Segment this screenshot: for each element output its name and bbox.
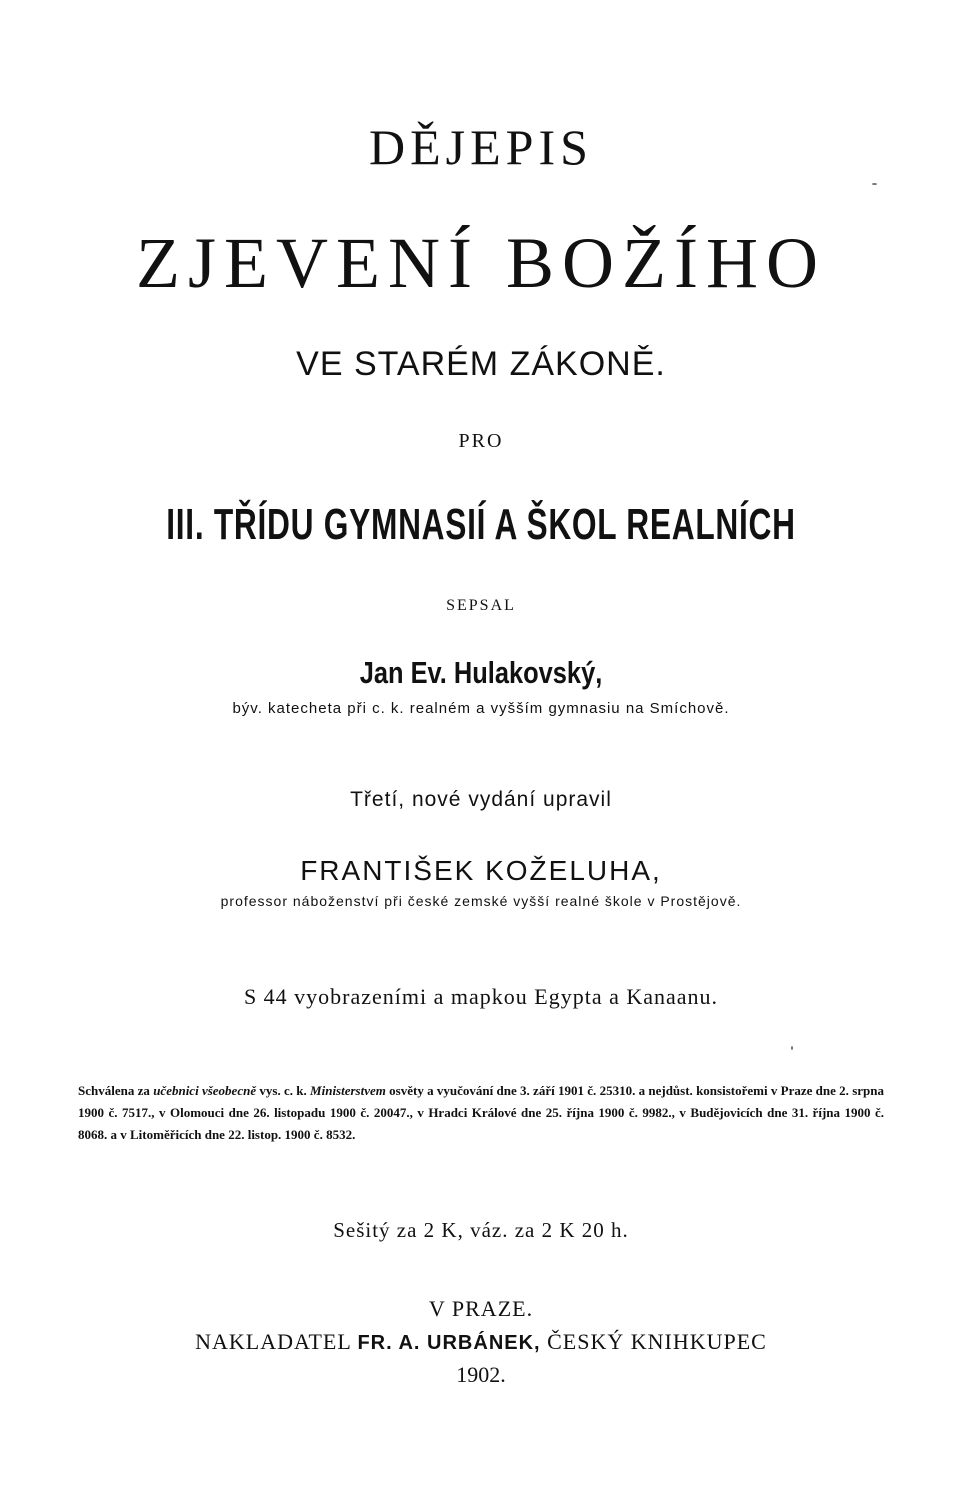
editor-description: professor náboženství při české zemské vyšší realné škole v Prostějově. — [220, 893, 742, 909]
approval-paragraph — [78, 1080, 884, 1146]
pro-label: PRO — [458, 430, 504, 452]
edition-line: Třetí, nové vydání upravil — [350, 788, 612, 811]
price-line: Sešitý za 2 K, váz. za 2 K 20 h. — [333, 1218, 629, 1242]
title-line-3: VE STARÉM ZÁKONĚ. — [296, 345, 666, 383]
author-description: býv. katecheta při c. k. realném a vyšším gymnasiu na Smíchově. — [232, 700, 730, 717]
author-name: Jan Ev. Hulakovský, — [359, 655, 603, 690]
imprint-publisher: FR. A. URBÁNEK, — [357, 1332, 541, 1354]
sepsal-label: SEPSAL — [446, 597, 516, 614]
approval-part-5: osvěty a vyučování dne 3. září 1901 č. 25310. a nejdůst. konsistořemi v Praze dne 2. srpna 1900 č. 7517., v Olomouci dne 26. listopadu 1900 č. 20047., v Hradci Králové dne 25. října 1900 č. 9982., v Budějovicích dne 31. října 1900 č. 8068. a v Litoměřicích dne 22. listop. 1900 č. 8532. — [78, 1083, 885, 1142]
approval-part-2: učebnici všeobecně — [153, 1083, 257, 1098]
illustrations-note: S 44 vyobrazeními a mapkou Egypta a Kanaanu. — [243, 984, 719, 1009]
class-line: III. TŘÍDU GYMNASIÍ A ŠKOL REALNÍCH — [166, 500, 796, 549]
imprint-nakladatel: NAKLADATEL — [195, 1329, 351, 1354]
print-speck — [872, 183, 877, 185]
editor-name: FRANTIŠEK KOŽELUHA, — [300, 855, 662, 886]
approval-part-4: Ministerstvem — [310, 1083, 386, 1098]
print-speck — [791, 1046, 793, 1050]
title-line-1: DĚJEPIS — [369, 119, 593, 175]
imprint-bookseller: ČESKÝ KNIHKUPEC — [547, 1329, 767, 1354]
approval-part-1: Schválena za — [78, 1083, 150, 1098]
imprint-place: V PRAZE. — [428, 1296, 534, 1321]
imprint-year: 1902. — [456, 1362, 506, 1387]
approval-part-3: vys. c. k. — [259, 1083, 307, 1098]
imprint-publisher-line — [0, 1329, 962, 1355]
title-line-2: ZJEVENÍ BOŽÍHO — [136, 223, 826, 303]
